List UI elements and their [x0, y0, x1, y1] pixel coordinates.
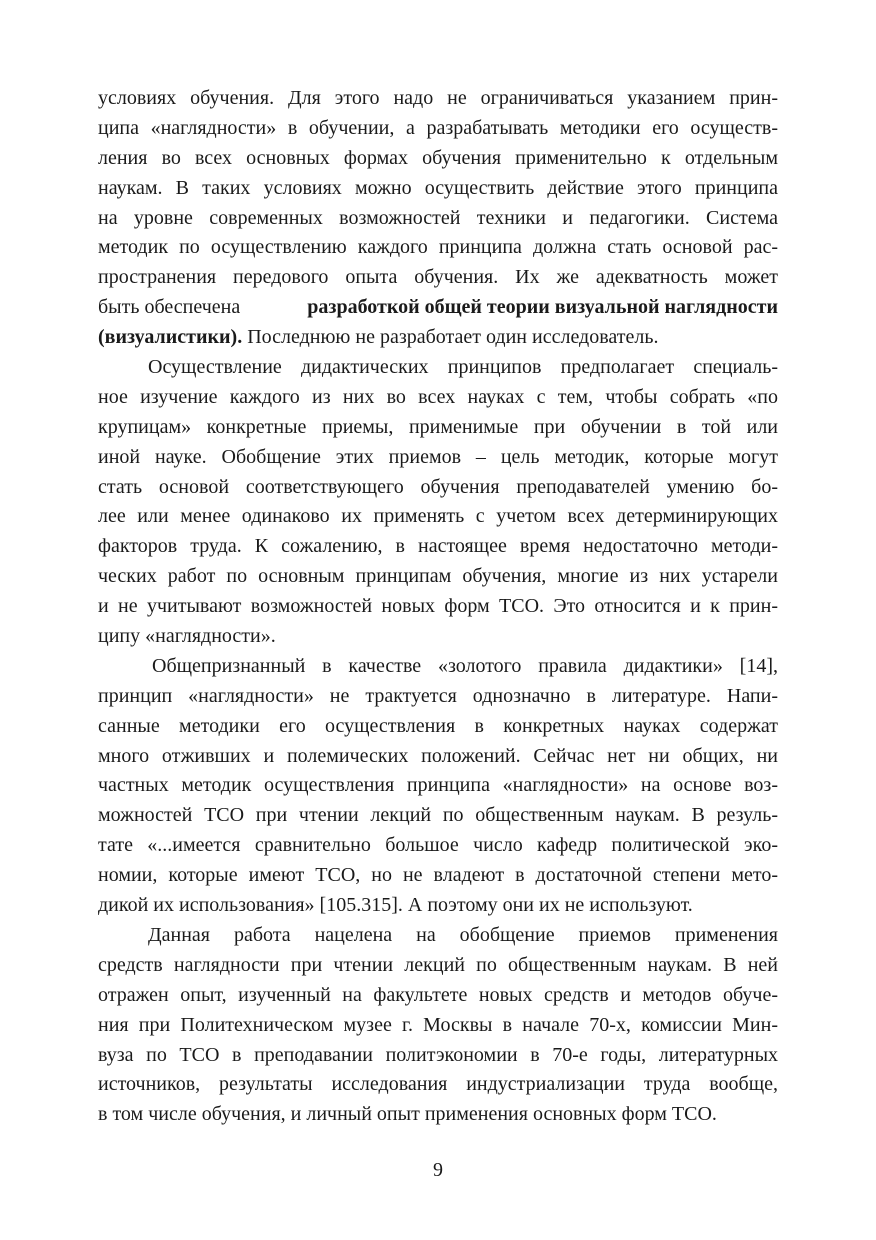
emphasized-text: разработкой общей теории визуальной наглядности: [307, 296, 778, 319]
paragraph-1: [98, 84, 778, 353]
text-line: ципу «наглядности».: [98, 625, 276, 648]
paragraph-2: [98, 353, 778, 652]
text-line: принцип «наглядности» не трактуется однозначно в литературе. Напи-: [98, 684, 778, 707]
text-line: отражен опыт, изученный на факультете новых средств и методов обуче-: [98, 983, 778, 1006]
text-line: ления во всех основных формах обучения применительно к отдельным: [98, 146, 778, 169]
text-line: в том числе обучения, и личный опыт применения основных форм ТСО.: [98, 1103, 717, 1126]
text-line: частных методик осуществления принципа «наглядности» на основе воз-: [98, 774, 778, 797]
text-line: ния при Политехническом музее г. Москвы в начале 70-х, комиссии Мин-: [98, 1013, 778, 1036]
text-line: методик по осуществлению каждого принципа должна стать основой рас-: [98, 236, 778, 259]
emphasized-text: (визуалистики).: [98, 326, 243, 349]
text-line-with-emphasis: [98, 323, 778, 353]
text-line: источников, результаты исследования индустриализации труда вообще,: [98, 1073, 778, 1096]
plain-text: Последнюю не разработает один исследователь.: [247, 326, 659, 349]
text-line: санные методики его осуществления в конкретных науках содержат: [98, 714, 778, 737]
text-line: условиях обучения. Для этого надо не ограничиваться указанием прин-: [98, 87, 778, 109]
text-line: можностей ТСО при чтении лекций по общественным наукам. В резуль-: [98, 804, 778, 827]
text-line: тате «...имеется сравнительно большое число кафедр политической эко-: [98, 834, 778, 857]
text-line: лее или менее одинаково их применять с учетом всех детерминирующих: [98, 505, 778, 528]
text-line: ческих работ по основным принципам обучения, многие из них устарели: [98, 565, 778, 588]
text-line: крупицам» конкретные приемы, применимые при обучении в той или: [98, 415, 778, 438]
text-line: ципа «наглядности» в обучении, а разрабатывать методики его осуществ-: [98, 116, 778, 139]
text-line-with-emphasis: [98, 293, 778, 323]
text-line: стать основой соответствующего обучения преподавателей умению бо-: [98, 475, 778, 498]
page-number: 9: [433, 1159, 443, 1181]
text-line: наукам. В таких условиях можно осуществить действие этого принципа: [98, 176, 778, 199]
paragraph-3: [98, 652, 778, 921]
text-line: ное изучение каждого из них во всех науках с тем, чтобы собрать «по: [98, 385, 778, 408]
plain-text: быть обеспечена: [98, 296, 241, 319]
text-line: Осуществление дидактических принципов предполагает специаль-: [148, 356, 778, 379]
body-text: [98, 84, 778, 1130]
paragraph-4: [98, 921, 778, 1130]
text-line: иной науке. Обобщение этих приемов – цель методик, которые могут: [98, 445, 778, 468]
text-line: пространения передового опыта обучения. Их же адекватность может: [98, 266, 778, 289]
text-line: Данная работа нацелена на обобщение приемов применения: [148, 923, 778, 946]
text-line: дикой их использования» [105.315]. А поэтому они их не используют.: [98, 894, 693, 917]
text-line: вуза по ТСО в преподавании политэкономии в 70-е годы, литературных: [98, 1043, 778, 1066]
text-line: Общепризнанный в качестве «золотого правила дидактики» [14],: [152, 654, 778, 677]
text-line: факторов труда. К сожалению, в настоящее время недостаточно методи-: [98, 535, 778, 558]
text-line: номии, которые имеют ТСО, но не владеют в достаточной степени мето-: [98, 864, 778, 887]
text-line: и не учитывают возможностей новых форм ТСО. Это относится и к прин-: [98, 595, 778, 618]
text-line: средств наглядности при чтении лекций по общественным наукам. В ней: [98, 953, 778, 976]
text-line: много отживших и полемических положений. Сейчас нет ни общих, ни: [98, 744, 778, 767]
text-line: на уровне современных возможностей техники и педагогики. Система: [98, 206, 778, 229]
